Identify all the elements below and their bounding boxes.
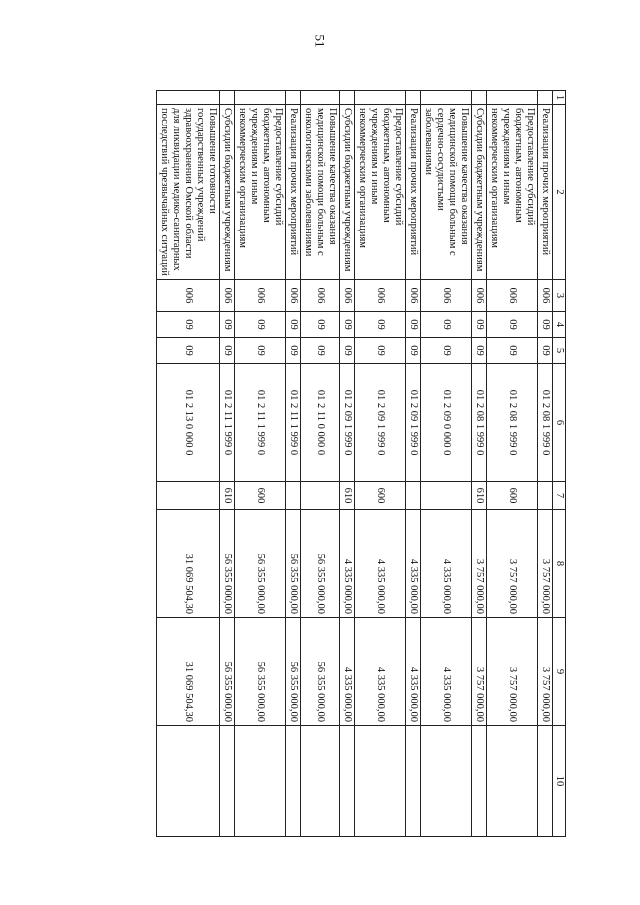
cell-amount-funded: 31 069 504,30 bbox=[157, 618, 220, 726]
cell-col10 bbox=[355, 726, 406, 837]
table-row bbox=[235, 91, 286, 837]
header-cell: 5 bbox=[553, 338, 566, 364]
cell-description: Повышение качества оказания медицинской помощи больным с онкологическими заболеваниями bbox=[301, 105, 340, 280]
cell-amount-total: 4 335 000,00 bbox=[406, 510, 421, 618]
table-row bbox=[157, 91, 220, 837]
cell-ministry-code: 006 bbox=[421, 280, 472, 312]
cell-section: 09 bbox=[235, 312, 286, 338]
table-row bbox=[472, 91, 487, 837]
table-row bbox=[421, 91, 472, 837]
cell-ministry-code: 006 bbox=[220, 280, 235, 312]
cell-ministry-code: 006 bbox=[406, 280, 421, 312]
cell-col10 bbox=[340, 726, 355, 837]
cell-description: Предоставление субсидий бюджетным, автономным учреждениям и иным некоммерческим организациям bbox=[355, 105, 406, 280]
cell-subsection: 09 bbox=[538, 338, 553, 364]
cell-description: Субсидии бюджетным учреждениям bbox=[472, 105, 487, 280]
cell-ministry-code: 006 bbox=[538, 280, 553, 312]
cell-description: Повышение качества оказания медицинской помощи больным с сердечно-сосудистыми заболеваниями bbox=[421, 105, 472, 280]
cell-ministry-code: 006 bbox=[355, 280, 406, 312]
cell-col1 bbox=[421, 91, 472, 105]
cell-expense-type bbox=[157, 482, 220, 510]
cell-col10 bbox=[487, 726, 538, 837]
cell-description: Субсидии бюджетным учреждениям bbox=[220, 105, 235, 280]
cell-section: 09 bbox=[421, 312, 472, 338]
cell-description: Субсидии бюджетным учреждениям bbox=[340, 105, 355, 280]
cell-expense-type bbox=[421, 482, 472, 510]
cell-col1 bbox=[220, 91, 235, 105]
cell-col1 bbox=[286, 91, 301, 105]
cell-description: Реализация прочих мероприятий bbox=[286, 105, 301, 280]
cell-section: 09 bbox=[301, 312, 340, 338]
cell-expense-type: 610 bbox=[220, 482, 235, 510]
table-row bbox=[487, 91, 538, 837]
cell-ministry-code: 006 bbox=[235, 280, 286, 312]
cell-subsection: 09 bbox=[286, 338, 301, 364]
cell-col10 bbox=[301, 726, 340, 837]
cell-subsection: 09 bbox=[406, 338, 421, 364]
header-cell: 8 bbox=[553, 510, 566, 618]
cell-col10 bbox=[406, 726, 421, 837]
cell-subsection: 09 bbox=[355, 338, 406, 364]
cell-expense-type: 610 bbox=[340, 482, 355, 510]
cell-col10 bbox=[421, 726, 472, 837]
cell-col10 bbox=[235, 726, 286, 837]
cell-col10 bbox=[538, 726, 553, 837]
cell-target-article: 01 2 09 0 000 0 bbox=[421, 364, 472, 482]
cell-col1 bbox=[340, 91, 355, 105]
header-cell: 10 bbox=[553, 726, 566, 837]
cell-amount-funded: 3 757 000,00 bbox=[538, 618, 553, 726]
table-row bbox=[538, 91, 553, 837]
cell-expense-type: 600 bbox=[235, 482, 286, 510]
cell-ministry-code: 006 bbox=[487, 280, 538, 312]
cell-amount-funded: 56 355 000,00 bbox=[301, 618, 340, 726]
cell-description: Предоставление субсидий бюджетным, автономным учреждениям и иным некоммерческим организациям bbox=[487, 105, 538, 280]
cell-col1 bbox=[487, 91, 538, 105]
cell-expense-type bbox=[301, 482, 340, 510]
cell-amount-total: 56 355 000,00 bbox=[301, 510, 340, 618]
cell-col1 bbox=[157, 91, 220, 105]
cell-amount-total: 31 069 504,30 bbox=[157, 510, 220, 618]
cell-ministry-code: 006 bbox=[472, 280, 487, 312]
cell-description: Реализация прочих мероприятий bbox=[406, 105, 421, 280]
header-cell: 4 bbox=[553, 312, 566, 338]
header-row bbox=[553, 91, 566, 837]
header-cell: 1 bbox=[553, 91, 566, 105]
cell-col1 bbox=[472, 91, 487, 105]
table-row bbox=[301, 91, 340, 837]
cell-col10 bbox=[286, 726, 301, 837]
cell-amount-total: 56 355 000,00 bbox=[220, 510, 235, 618]
cell-description: Предоставление субсидий бюджетным, автономным учреждениям и иным некоммерческим организациям bbox=[235, 105, 286, 280]
cell-ministry-code: 006 bbox=[286, 280, 301, 312]
cell-col1 bbox=[355, 91, 406, 105]
cell-expense-type: 600 bbox=[355, 482, 406, 510]
cell-description: Реализация прочих мероприятий bbox=[538, 105, 553, 280]
cell-col1 bbox=[235, 91, 286, 105]
cell-amount-funded: 56 355 000,00 bbox=[286, 618, 301, 726]
cell-subsection: 09 bbox=[157, 338, 220, 364]
cell-subsection: 09 bbox=[472, 338, 487, 364]
cell-target-article: 01 2 11 1 999 0 bbox=[235, 364, 286, 482]
cell-col10 bbox=[220, 726, 235, 837]
cell-section: 09 bbox=[472, 312, 487, 338]
cell-col10 bbox=[157, 726, 220, 837]
cell-subsection: 09 bbox=[301, 338, 340, 364]
cell-section: 09 bbox=[538, 312, 553, 338]
cell-expense-type: 600 bbox=[487, 482, 538, 510]
cell-amount-total: 4 335 000,00 bbox=[340, 510, 355, 618]
cell-amount-funded: 3 757 000,00 bbox=[472, 618, 487, 726]
cell-amount-total: 3 757 000,00 bbox=[487, 510, 538, 618]
cell-amount-funded: 4 335 000,00 bbox=[421, 618, 472, 726]
cell-target-article: 01 2 08 1 999 0 bbox=[487, 364, 538, 482]
cell-amount-total: 3 757 000,00 bbox=[538, 510, 553, 618]
header-cell: 2 bbox=[553, 105, 566, 280]
cell-col1 bbox=[538, 91, 553, 105]
cell-target-article: 01 2 08 1 999 0 bbox=[472, 364, 487, 482]
cell-expense-type: 610 bbox=[472, 482, 487, 510]
cell-target-article: 01 2 09 1 999 0 bbox=[406, 364, 421, 482]
budget-table bbox=[156, 90, 566, 837]
cell-section: 09 bbox=[406, 312, 421, 338]
cell-amount-total: 4 335 000,00 bbox=[421, 510, 472, 618]
table-row bbox=[406, 91, 421, 837]
cell-amount-funded: 4 335 000,00 bbox=[355, 618, 406, 726]
cell-target-article: 01 2 09 1 999 0 bbox=[355, 364, 406, 482]
table-row bbox=[355, 91, 406, 837]
cell-amount-funded: 4 335 000,00 bbox=[340, 618, 355, 726]
cell-ministry-code: 006 bbox=[340, 280, 355, 312]
header-cell: 3 bbox=[553, 280, 566, 312]
cell-target-article: 01 2 08 1 999 0 bbox=[538, 364, 553, 482]
cell-ministry-code: 006 bbox=[301, 280, 340, 312]
cell-subsection: 09 bbox=[220, 338, 235, 364]
cell-target-article: 01 2 11 1 999 0 bbox=[220, 364, 235, 482]
header-cell: 7 bbox=[553, 482, 566, 510]
cell-ministry-code: 006 bbox=[157, 280, 220, 312]
cell-section: 09 bbox=[157, 312, 220, 338]
cell-subsection: 09 bbox=[340, 338, 355, 364]
cell-amount-total: 4 335 000,00 bbox=[355, 510, 406, 618]
budget-table-rotated bbox=[58, 90, 566, 836]
cell-amount-funded: 4 335 000,00 bbox=[406, 618, 421, 726]
cell-section: 09 bbox=[220, 312, 235, 338]
cell-section: 09 bbox=[286, 312, 301, 338]
header-cell: 9 bbox=[553, 618, 566, 726]
cell-amount-total: 3 757 000,00 bbox=[472, 510, 487, 618]
cell-amount-total: 56 355 000,00 bbox=[235, 510, 286, 618]
cell-subsection: 09 bbox=[421, 338, 472, 364]
cell-expense-type bbox=[406, 482, 421, 510]
cell-expense-type bbox=[538, 482, 553, 510]
cell-subsection: 09 bbox=[235, 338, 286, 364]
cell-subsection: 09 bbox=[487, 338, 538, 364]
cell-amount-funded: 3 757 000,00 bbox=[487, 618, 538, 726]
cell-section: 09 bbox=[340, 312, 355, 338]
cell-col10 bbox=[472, 726, 487, 837]
cell-col1 bbox=[301, 91, 340, 105]
table-row bbox=[340, 91, 355, 837]
cell-amount-funded: 56 355 000,00 bbox=[220, 618, 235, 726]
cell-amount-total: 56 355 000,00 bbox=[286, 510, 301, 618]
page-number: 51 bbox=[312, 34, 328, 48]
header-cell: 6 bbox=[553, 364, 566, 482]
cell-target-article: 01 2 11 0 000 0 bbox=[301, 364, 340, 482]
cell-target-article: 01 2 11 1 999 0 bbox=[286, 364, 301, 482]
table-row bbox=[220, 91, 235, 837]
cell-target-article: 01 2 13 0 000 0 bbox=[157, 364, 220, 482]
cell-col1 bbox=[406, 91, 421, 105]
cell-section: 09 bbox=[487, 312, 538, 338]
cell-amount-funded: 56 355 000,00 bbox=[235, 618, 286, 726]
table-row bbox=[286, 91, 301, 837]
cell-target-article: 01 2 09 1 999 0 bbox=[340, 364, 355, 482]
cell-section: 09 bbox=[355, 312, 406, 338]
cell-expense-type bbox=[286, 482, 301, 510]
cell-description: Повышение готовности государственных учреждений здравоохранения Омской области для ликвидации медико-санитарных последствий чрезвычайных ситуаций bbox=[157, 105, 220, 280]
